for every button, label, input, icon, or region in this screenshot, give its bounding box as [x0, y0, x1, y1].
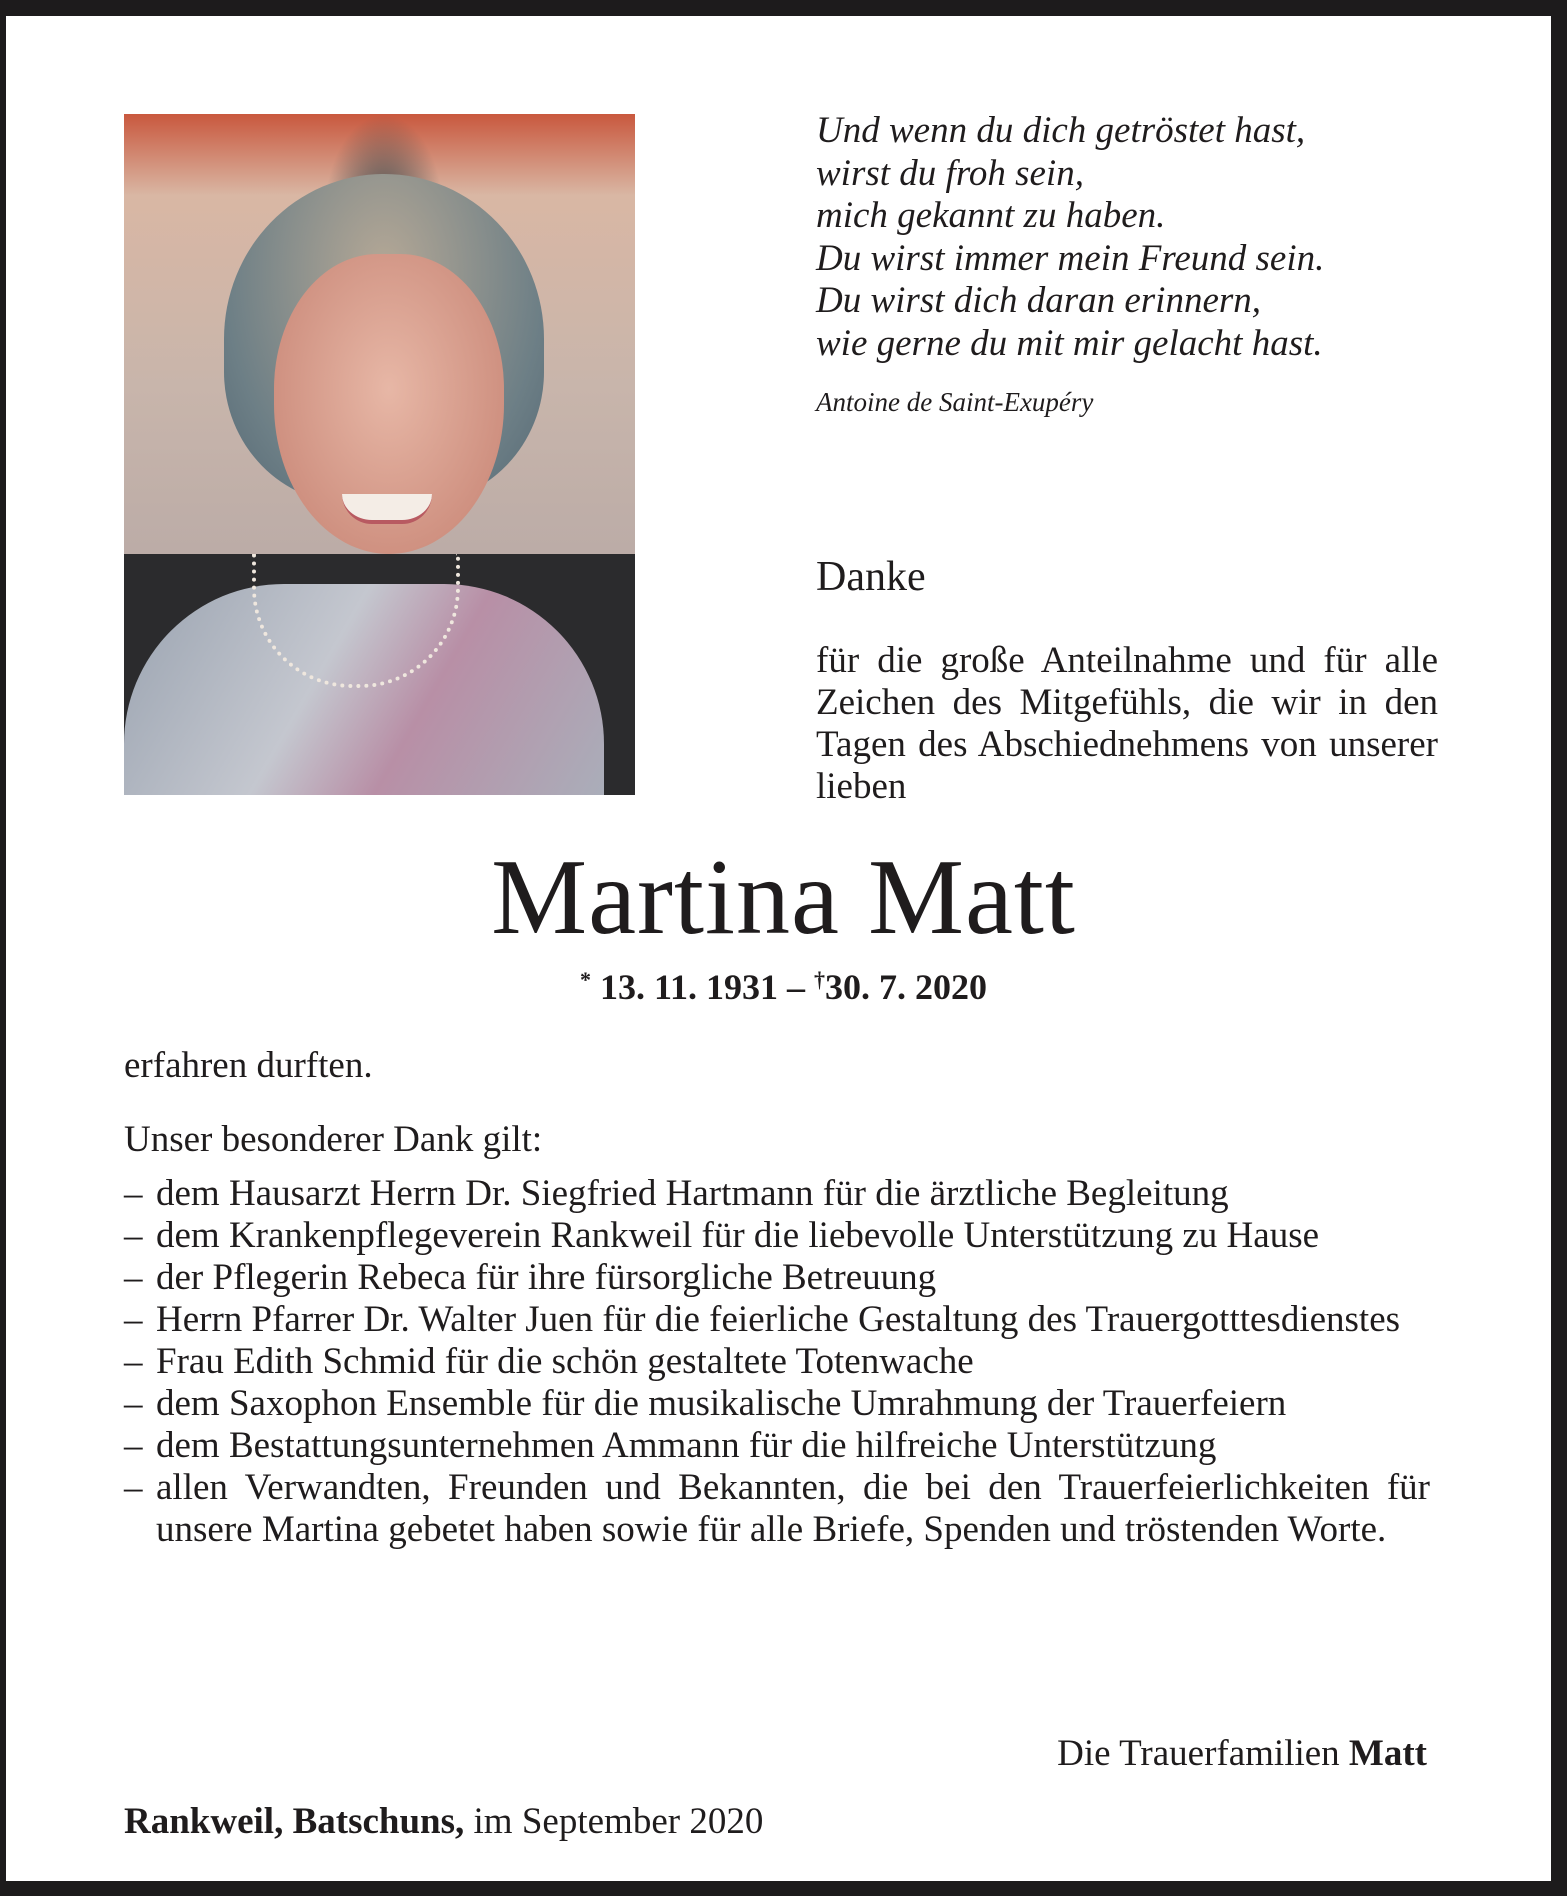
footer-place: Rankweil, Batschuns, [124, 1801, 465, 1842]
list-item: – dem Saxophon Ensemble für die musikalische Umrahmung der Trauerfeiern [124, 1383, 1287, 1424]
poem-author: Antoine de Saint-Exupéry [816, 387, 1094, 417]
birth-star-icon: * [579, 967, 591, 992]
list-item: – dem Krankenpflegeverein Rankweil für die liebevolle Unterstützung zu Hause [124, 1215, 1320, 1256]
list-item: – dem Bestattungsunternehmen Ammann für die hilfreiche Unterstützung [124, 1425, 1217, 1466]
poem-line: wirst du froh sein, [816, 152, 1084, 194]
signature-prefix: Die Trauerfamilien [1057, 1733, 1340, 1774]
thanks-intro: für die große Anteilnahme und für alle Zeichen des Mitgefühls, die wir in den Tagen des Abschiednehmens von unserer lieben [816, 640, 1438, 807]
poem-line: Du wirst dich daran erinnern, [816, 280, 1262, 321]
poem [816, 110, 1324, 365]
list-item: – Herrn Pfarrer Dr. Walter Juen für die feierliche Gestaltung des Trauergotttesdienstes [124, 1299, 1401, 1340]
thanks-heading: Danke [816, 554, 926, 600]
thanks-list [124, 1173, 1430, 1551]
special-thanks-heading: Unser besonderer Dank gilt: [124, 1119, 543, 1160]
continuation-text: erfahren durften. [124, 1045, 373, 1086]
death-cross-icon: † [814, 967, 825, 992]
list-item: – dem Hausarzt Herrn Dr. Siegfried Hartmann für die ärztliche Begleitung [124, 1173, 1229, 1214]
poem-line: mich gekannt zu haben. [816, 195, 1166, 236]
list-item: – der Pflegerin Rebeca für ihre fürsorgliche Betreuung [124, 1257, 937, 1298]
poem-line: Und wenn du dich getröstet hast, [816, 110, 1306, 151]
life-dates [0, 966, 1567, 1008]
birth-date: 13. 11. 1931 [599, 967, 778, 1007]
death-date: 30. 7. 2020 [825, 967, 987, 1007]
signature-family: Matt [1348, 1733, 1427, 1774]
footer-date: im September 2020 [473, 1801, 764, 1842]
list-item: – Frau Edith Schmid für die schön gestaltete Totenwache [124, 1341, 974, 1382]
date-separator: – [787, 967, 805, 1007]
deceased-name: Martina Matt [491, 838, 1076, 957]
footer-place-date [124, 1800, 763, 1843]
list-item: – allen Verwandten, Freunden und Bekannten, die bei den Trauerfeierlichkeiten für unsere Martina gebetet haben sowie für alle Briefe, Spenden und tröstenden Worte. [124, 1467, 1430, 1550]
poem-line: wie gerne du mit mir gelacht hast. [816, 322, 1323, 364]
portrait-photo [124, 114, 635, 795]
poem-line: Du wirst immer mein Freund sein. [816, 237, 1325, 279]
signature [1057, 1732, 1427, 1775]
